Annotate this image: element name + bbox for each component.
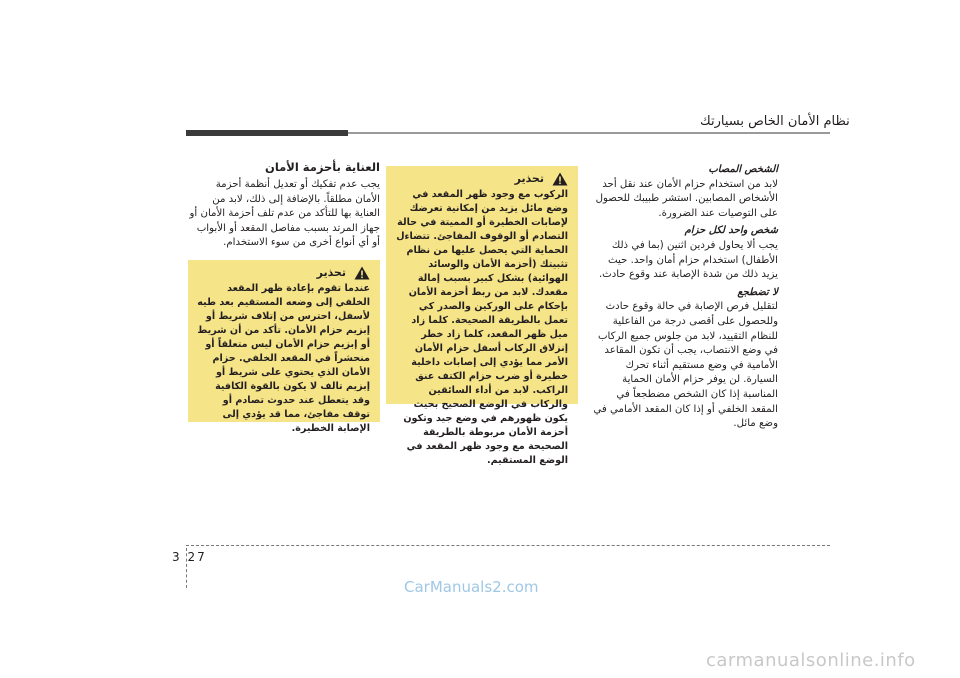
heading-do-not-recline: لا تضطجع xyxy=(737,286,778,298)
warning-triangle-icon xyxy=(552,172,568,186)
watermark-carmanuals2: CarManuals2.com xyxy=(404,578,539,596)
header-rule-light xyxy=(348,132,830,134)
footer-rule xyxy=(186,545,830,546)
paragraph-injured-person: لابد من استخدام حزام الأمان عند نقل أحد الأشخاص المصابين. استشر طبيبك للحصول على التوصيات عند الضرورة. xyxy=(595,178,778,219)
warning-box-rear-seat xyxy=(188,260,380,434)
page-number xyxy=(172,550,207,564)
warning-box-reclined-seat xyxy=(386,166,578,466)
right-column xyxy=(592,160,778,432)
chapter-number: 3 xyxy=(172,550,182,564)
watermark-carmanualsonline: carmanualsonline.info xyxy=(706,650,916,671)
warning-label: تحذير xyxy=(316,266,346,279)
warning-label: تحذير xyxy=(514,172,544,185)
header-rule-dark xyxy=(186,130,348,136)
warning-text: عندما تقوم بإعادة ظهر المقعد الخلفي إلى وضعه المستقيم بعد طيه لأسفل، احترس من إتلاف شريط أو إبزيم حزام الأمان. تأكد من أن شريط أو إبزيم حزام الأمان ليس متعلقاً أو منحشراً في المقعد الخلفي. حزام الأمان الذي يحتوي على شريط أو إبزيم تالف لا يكون بالقوة الكافية وقد يتعطل عند حدوث تصادم أو توقف مفاجئ، مما قد يؤدي إلى الإصابة الخطيرة. xyxy=(197,283,370,434)
paragraph-seatbelt-care: يجب عدم تفكيك أو تعديل أنظمة أحزمة الأمان مطلقاً. بالإضافة إلى ذلك، لابد من العناية بها للتأكد من عدم تلف أحزمة الأمان أو جهاز المرتد بسبب مفاصل المقعد أو الأبواب أو أي أنواع أخرى من سوء الاستخدام. xyxy=(189,179,380,249)
section-title-seatbelt-care: العناية بأحزمة الأمان xyxy=(265,160,380,174)
heading-one-person-per-belt: شخص واحد لكل حزام xyxy=(684,225,778,237)
warning-text: الركوب مع وجود ظهر المقعد في وضع مائل يزيد من إمكانية تعرضك لإصابات الخطيرة أو المميتة في حالة التصادم أو الوقوف المفاجئ. تتضاءل الحماية التي يحصل عليها من نظام تثبيتك (أحزمة الأمان والوسائد الهوائية) بشكل كبير بسبب إمالة مقعدك. لابد من ربط أحزمة الأمان بإحكام على الوركين والصدر كي تعمل بالطريقة الصحيحة. كلما زاد ميل ظهر المقعد، كلما زاد خطر إنزلاق الركاب أسفل حزام الأمان الأمر مما يؤدي إلى إصابات داخلية خطيرة أو ضرب حزام الكتف عنق الراكب. لابد من أداء السائقين والركاب في الوضع الصحيح بحيث يكون ظهورهم في وضع جيد وتكون أحزمة الأمان مربوطة بالطريقة الصحيحة مع وجود ظهر المقعد في الوضع المستقيم. xyxy=(396,189,568,466)
paragraph-do-not-recline: لتقليل فرص الإصابة في حالة وقوع حادث وللحصول على أقصى درجة من الفاعلية للنظام التقييد، لابد من جلوس جميع الركاب في وضع الانتصاب، يجب أن تكون المقاعد الأمامية في وضع مستقيم أثناء تحرك السيارة. لن يوفر حزام الأمان الحماية المناسبة إذا كان الشخص مضطجعاً في المقعد الخلفي أو إذا كان المقعد الأمامي في وضع مائل. xyxy=(593,301,778,430)
heading-injured-person: الشخص المصاب xyxy=(708,164,778,175)
warning-triangle-icon xyxy=(354,266,370,280)
page-header-title: نظام الأمان الخاص بسيارتك xyxy=(700,114,850,129)
paragraph-one-person-per-belt: يجب ألا يحاول فردين اثنين (بما في ذلك الأطفال) استخدام حزام أمان واحد. حيث يزيد ذلك من شدة الإصابة عند وقوع حادث. xyxy=(598,239,778,281)
page-number-value: 27 xyxy=(187,550,207,564)
